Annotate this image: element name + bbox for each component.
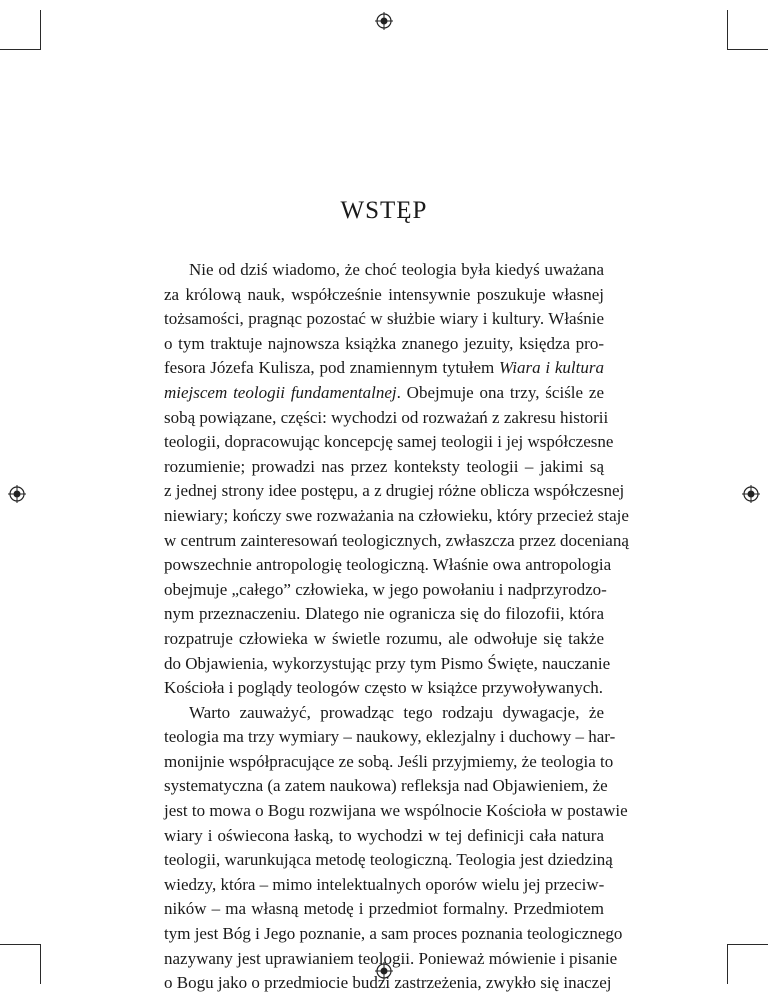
text-line: Kościoła i poglądy teologów często w książce przywoływanych. <box>164 678 604 698</box>
paragraph-1 <box>164 258 629 701</box>
text-line: tym jest Bóg i Jego poznanie, a sam proces poznania teologicznego <box>164 924 623 944</box>
chapter-title: WSTĘP <box>340 197 428 224</box>
text-line: rozpatruje człowieka w świetle rozumu, ale odwołuje się także <box>164 628 604 648</box>
crop-mark-bottom-left-h <box>0 944 40 945</box>
text-line-with-title: fesora Józefa Kulisza, pod znamiennym tytułem Wiara i kultura <box>164 358 604 378</box>
text-line: za królową nauk, współcześnie intensywnie poszukuje własnej <box>164 284 604 304</box>
text-line: Nie od dziś wiadomo, że choć teologia była kiedyś uważana <box>189 260 604 279</box>
registration-mark-left-icon <box>8 485 26 503</box>
crop-mark-top-right-h <box>728 49 768 50</box>
text-line: tożsamości, pragnąc pozostać w służbie wiary i kultury. Właśnie <box>164 309 604 329</box>
crop-mark-top-right <box>727 10 728 50</box>
body-text <box>164 258 629 996</box>
crop-mark-bottom-left <box>40 944 41 984</box>
text-line: w centrum zainteresowań teologicznych, zwłaszcza przez docenianą <box>164 530 629 550</box>
text-line: obejmuje „całego” człowieka, w jego powołaniu i nadprzyrodzo- <box>164 579 607 599</box>
book-title-italic: miejscem teologii fundamentalnej <box>164 382 397 402</box>
text-line: Warto zauważyć, prowadząc tego rodzaju dywagacje, że <box>189 702 604 722</box>
text-line: wiary i oświecona łaską, to wychodzi w tej definicji cała natura <box>164 825 604 845</box>
text-line-with-title: miejscem teologii fundamentalnej. Obejmuje ona trzy, ściśle ze <box>164 382 604 402</box>
text-line: teologia ma trzy wymiary – naukowy, eklezjalny i duchowy – har- <box>164 727 616 747</box>
text-line: wiedzy, która – mimo intelektualnych oporów wielu jej przeciw- <box>164 874 605 894</box>
crop-mark-top-left <box>40 10 41 50</box>
registration-mark-right-icon <box>742 485 760 503</box>
text-line: nym przeznaczeniu. Dlatego nie ogranicza się do filozofii, która <box>164 604 604 624</box>
text-line: o Bogu jako o przedmiocie budzi zastrzeżenia, zwykło się inaczej <box>164 973 612 993</box>
crop-mark-top-left-h <box>0 49 40 50</box>
text-line: sobą powiązane, części: wychodzi od rozważań z zakresu historii <box>164 407 609 427</box>
text-line: jest to mowa o Bogu rozwijana we wspólnocie Kościoła w postawie <box>164 801 628 821</box>
text-line: ników – ma własną metodę i przedmiot formalny. Przedmiotem <box>164 899 604 919</box>
crop-mark-bottom-right-h <box>728 944 768 945</box>
text-line: teologii, dopracowując koncepcję samej teologii i jej współczesne <box>164 432 614 452</box>
text-line: niewiary; kończy swe rozważania na człowieku, który przecież staje <box>164 505 629 525</box>
text-line: rozumienie; prowadzi nas przez konteksty teologii – jakimi są <box>164 456 604 476</box>
text-line: z jednej strony idee postępu, a z drugiej różne oblicza współczesnej <box>164 481 625 501</box>
text-line: systematyczna (a zatem naukowa) refleksja nad Objawieniem, że <box>164 776 608 796</box>
text-line: teologii, warunkująca metodę teologiczną. Teologia jest dziedziną <box>164 850 613 870</box>
text-line: powszechnie antropologię teologiczną. Właśnie owa antropologia <box>164 555 612 575</box>
book-title-italic: Wiara i kultura <box>499 358 604 378</box>
text-line: nazywany jest uprawianiem teologii. Ponieważ mówienie i pisanie <box>164 948 618 968</box>
paragraph-2 <box>164 701 628 996</box>
text-line: do Objawienia, wykorzystując przy tym Pismo Święte, nauczanie <box>164 653 611 673</box>
registration-mark-top-icon <box>375 12 393 30</box>
crop-mark-bottom-right <box>727 944 728 984</box>
text-line: o tym traktuje najnowsza książka znanego jezuity, księdza pro- <box>164 333 604 353</box>
text-line: monijnie współpracujące ze sobą. Jeśli przyjmiemy, że teologia to <box>164 751 614 771</box>
